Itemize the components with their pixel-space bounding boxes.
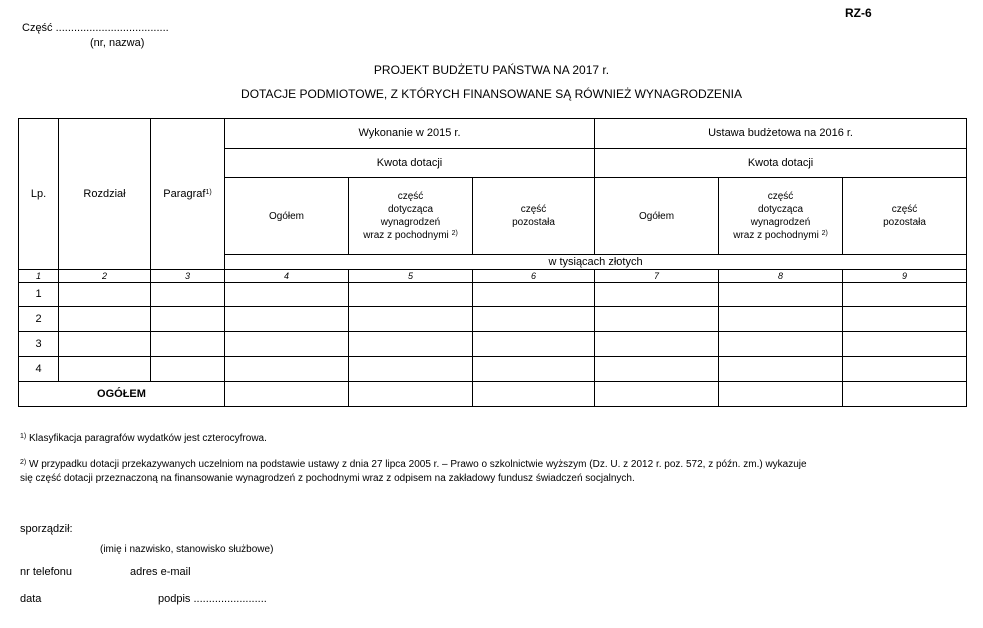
form-code: RZ-6 [845, 6, 872, 20]
footnote-1-marker: 1) [20, 433, 27, 440]
footnote-2-text-line2: się część dotacji przeznaczoną na finansowanie wynagrodzeń z pochodnymi wraz z odpisem na zakładowy fundusz świadczeń socjalnych. [20, 473, 635, 484]
footnote-2-text-line1: W przypadku dotacji przekazywanych uczelniom na podstawie ustawy z dnia 27 lipca 2005 r. – Prawo o szkolnictwie wyższym (Dz. U. z 2012 r. poz. 572, z późn. zm.) wykazuje [29, 459, 807, 470]
wyn-line-2: dotycząca [387, 204, 434, 215]
cell-value[interactable] [473, 332, 595, 357]
header-lp: Lp. [19, 119, 59, 270]
podpis-label: podpis ........................ [158, 593, 267, 605]
header-kwota-2015: Kwota dotacji [225, 149, 595, 178]
header-pozostala-2016 [843, 178, 967, 255]
wyn-line-4: wraz z pochodnymi [363, 230, 449, 241]
cell-value[interactable] [473, 283, 595, 307]
cell-value[interactable] [719, 332, 843, 357]
cell-total[interactable] [225, 382, 349, 407]
cell-value[interactable] [719, 357, 843, 382]
wyn-line-2: dotycząca [758, 204, 804, 215]
cell-value[interactable] [473, 357, 595, 382]
row-number: 2 [19, 307, 59, 332]
sporzadzil-label: sporządził: [20, 523, 73, 535]
cell-value[interactable] [473, 307, 595, 332]
row-number: 3 [19, 332, 59, 357]
header-pozostala-2015 [473, 178, 595, 255]
page-subtitle: DOTACJE PODMIOTOWE, Z KTÓRYCH FINANSOWANE SĄ RÓWNIEŻ WYNAGRODZENIA [241, 87, 742, 101]
cell-paragraf[interactable] [151, 283, 225, 307]
header-wynagrodzenia-2015 [349, 178, 473, 255]
total-row [19, 382, 967, 407]
cell-rozdzial[interactable] [59, 307, 151, 332]
cell-value[interactable] [225, 307, 349, 332]
column-number: 3 [151, 270, 225, 283]
email-label: adres e-mail [130, 566, 191, 578]
poz-line-1: część [520, 204, 547, 215]
header-rozdzial: Rozdział [59, 119, 151, 270]
telefon-label: nr telefonu [20, 566, 72, 578]
cell-value[interactable] [595, 357, 719, 382]
cell-value[interactable] [719, 307, 843, 332]
wyn-line-4: wraz z pochodnymi [733, 230, 819, 241]
wyn-line-1: część [767, 191, 794, 202]
poz-line-2: pozostała [512, 217, 555, 228]
row-number: 4 [19, 357, 59, 382]
total-label: OGÓŁEM [19, 382, 225, 407]
wyn-line-1: część [397, 191, 424, 202]
cell-value[interactable] [595, 307, 719, 332]
czesc-label: Część ..................................... [22, 22, 169, 34]
table-row [19, 307, 967, 332]
cell-value[interactable] [843, 332, 967, 357]
column-number: 8 [719, 270, 843, 283]
cell-rozdzial[interactable] [59, 283, 151, 307]
column-number: 7 [595, 270, 719, 283]
data-label: data [20, 593, 42, 605]
footnote-2-marker: 2) [20, 459, 27, 466]
footnote-1-text: Klasyfikacja paragrafów wydatków jest czterocyfrowa. [29, 433, 267, 444]
cell-value[interactable] [843, 357, 967, 382]
czesc-sublabel: (nr, nazwa) [90, 37, 145, 49]
cell-paragraf[interactable] [151, 357, 225, 382]
cell-total[interactable] [843, 382, 967, 407]
cell-value[interactable] [719, 283, 843, 307]
row-number: 1 [19, 283, 59, 307]
header-paragraf [151, 119, 225, 270]
cell-rozdzial[interactable] [59, 332, 151, 357]
budget-table [18, 118, 967, 407]
cell-value[interactable] [843, 283, 967, 307]
cell-value[interactable] [349, 357, 473, 382]
cell-value[interactable] [225, 332, 349, 357]
cell-total[interactable] [349, 382, 473, 407]
header-wynagrodzenia-2016 [719, 178, 843, 255]
table-row [19, 283, 967, 307]
cell-value[interactable] [349, 283, 473, 307]
page-title: PROJEKT BUDŻETU PAŃSTWA NA 2017 r. [373, 63, 610, 77]
column-number: 6 [473, 270, 595, 283]
column-number: 5 [349, 270, 473, 283]
poz-line-1: część [891, 204, 918, 215]
cell-value[interactable] [349, 307, 473, 332]
header-group-2015: Wykonanie w 2015 r. [225, 119, 595, 149]
cell-rozdzial[interactable] [59, 357, 151, 382]
cell-value[interactable] [843, 307, 967, 332]
column-number: 9 [843, 270, 967, 283]
cell-total[interactable] [595, 382, 719, 407]
cell-value[interactable] [595, 332, 719, 357]
header-group-2016: Ustawa budżetowa na 2016 r. [595, 119, 967, 149]
footnote-ref-1: 1) [205, 188, 212, 196]
cell-paragraf[interactable] [151, 332, 225, 357]
footnote-ref-2: 2) [821, 230, 828, 237]
imie-sublabel: (imię i nazwisko, stanowisko służbowe) [100, 544, 274, 555]
cell-paragraf[interactable] [151, 307, 225, 332]
header-paragraf-label: Paragraf [163, 187, 206, 200]
table-row [19, 357, 967, 382]
cell-value[interactable] [225, 357, 349, 382]
table-row [19, 332, 967, 357]
footnote-1 [20, 432, 267, 446]
cell-total[interactable] [719, 382, 843, 407]
cell-value[interactable] [225, 283, 349, 307]
header-ogolem-2015: Ogółem [225, 178, 349, 255]
cell-value[interactable] [349, 332, 473, 357]
wyn-line-3: wynagrodzeń [750, 217, 811, 228]
footnote-2 [20, 458, 807, 472]
column-number: 2 [59, 270, 151, 283]
header-ogolem-2016: Ogółem [595, 178, 719, 255]
header-kwota-2016: Kwota dotacji [595, 149, 967, 178]
footnote-ref-2: 2) [451, 230, 458, 237]
poz-line-2: pozostała [883, 217, 926, 228]
wyn-line-3: wynagrodzeń [380, 217, 441, 228]
cell-value[interactable] [595, 283, 719, 307]
cell-total[interactable] [473, 382, 595, 407]
column-number: 4 [225, 270, 349, 283]
unit-label: w tysiącach złotych [225, 255, 967, 270]
column-number: 1 [19, 270, 59, 283]
